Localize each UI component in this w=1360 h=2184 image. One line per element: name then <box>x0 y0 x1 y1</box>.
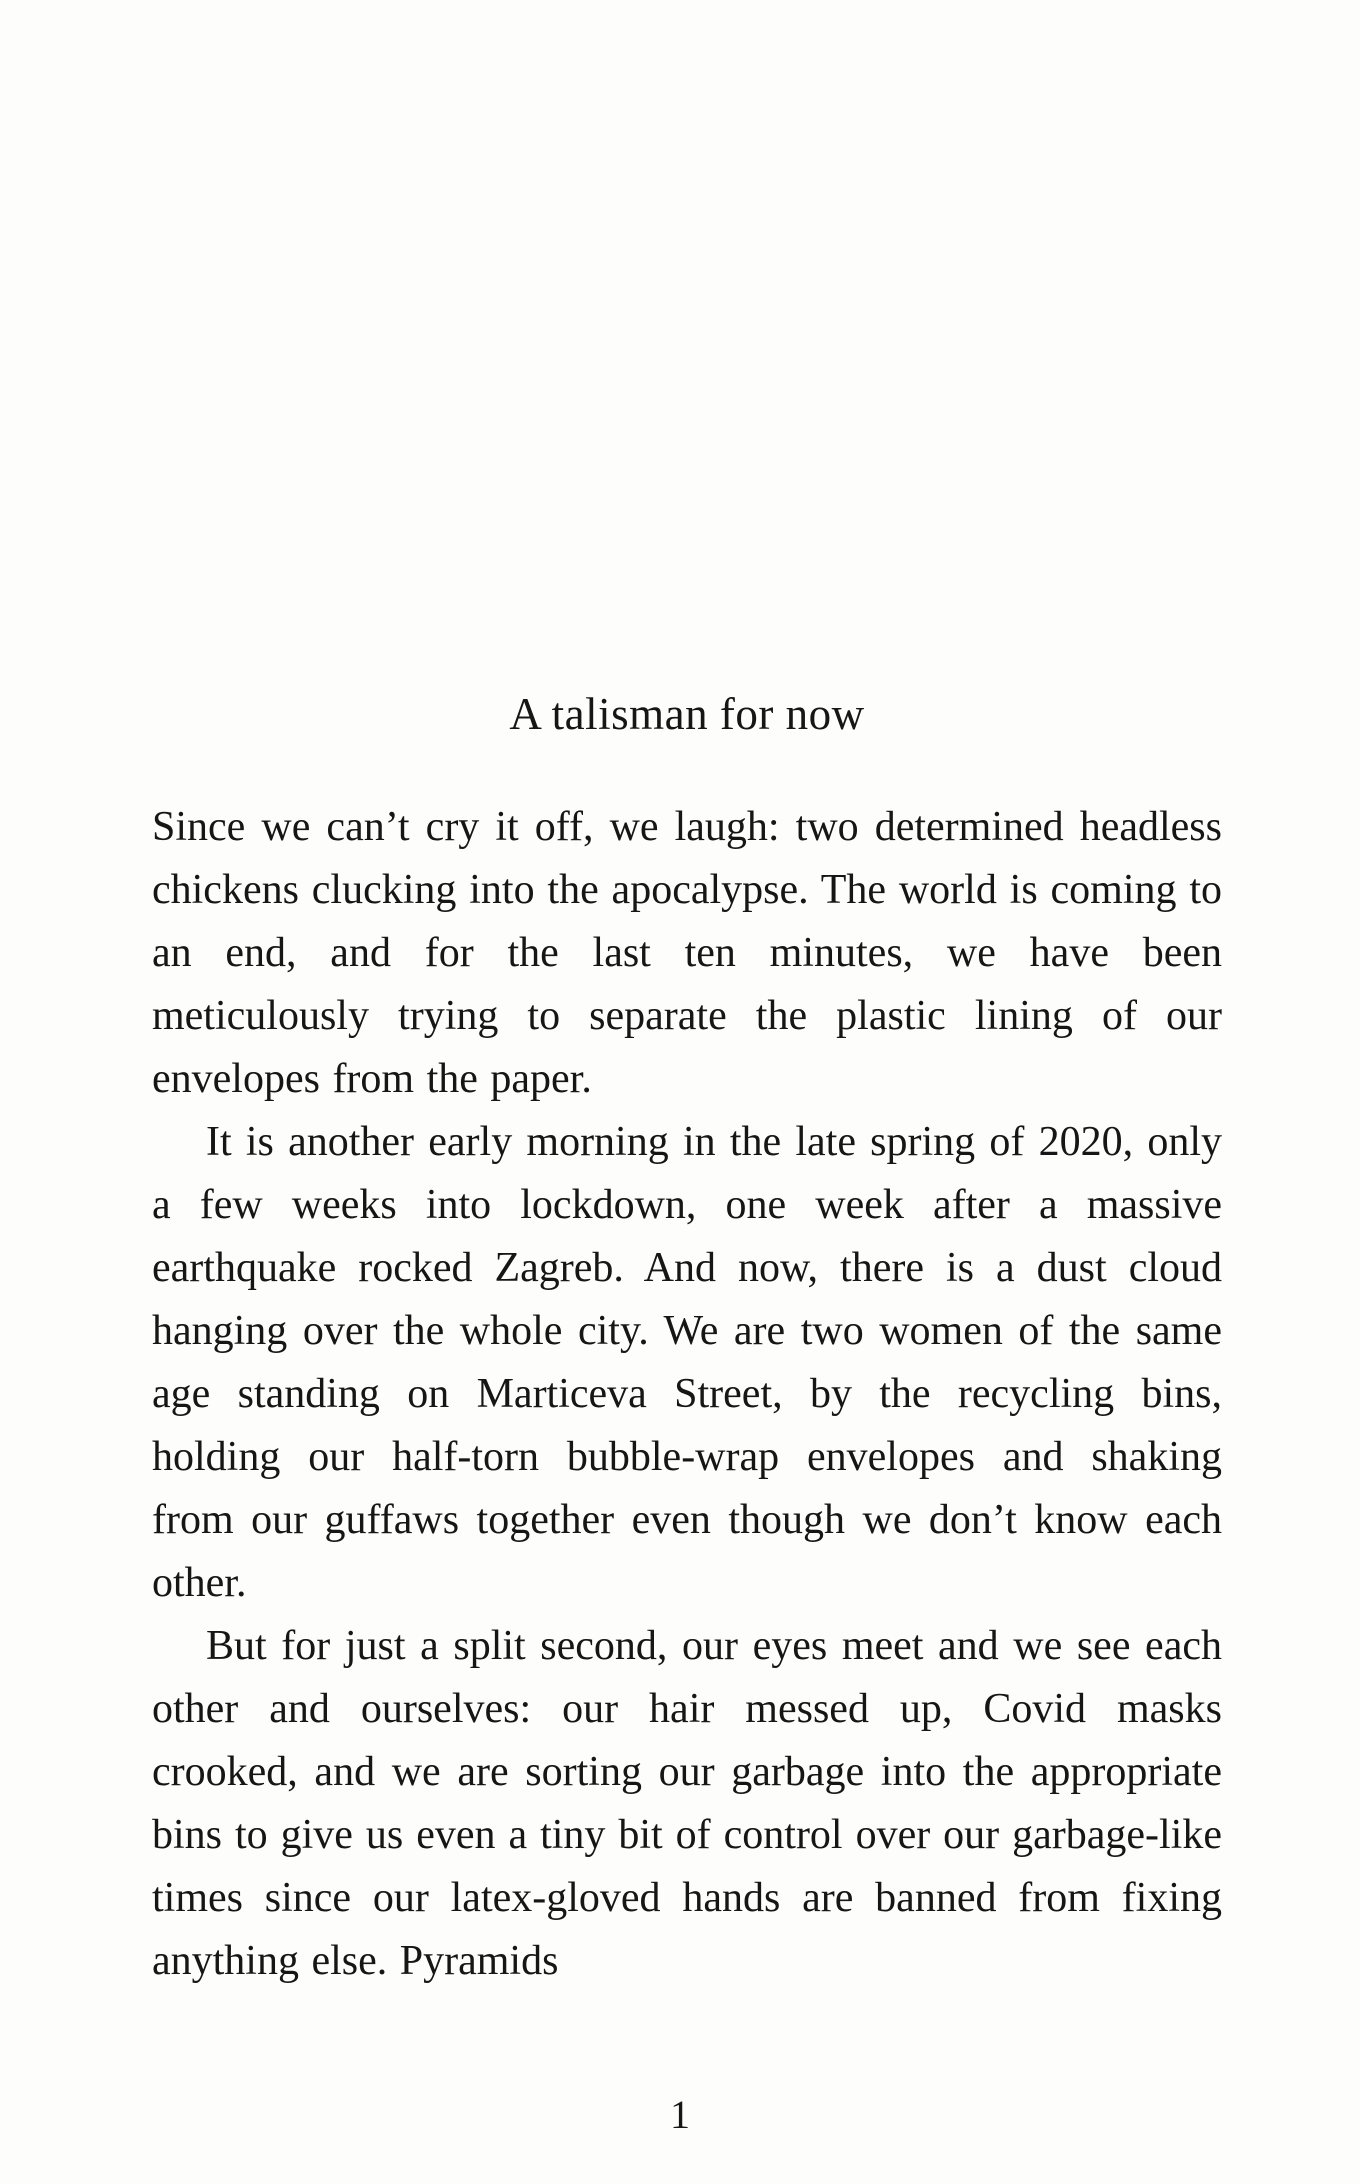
paragraph: But for just a split second, our eyes meet and we see each other and ourselves: our hair messed up, Covid masks crooked, and we are sorting our garbage into the appropriate bins to give us even a tiny bit of control over our garbage-like times since our latex-gloved hands are banned from fixing anything else. Pyramids <box>152 1623 1222 1984</box>
page-body <box>152 796 1222 1993</box>
chapter-title: A talisman for now <box>509 689 865 739</box>
page-number: 1 <box>670 2092 690 2137</box>
paragraph: Since we can’t cry it off, we laugh: two determined headless chickens clucking into the apocalypse. The world is coming to an end, and for the last ten minutes, we have been meticulously trying to separate the plastic lining of our envelopes from the paper. <box>152 804 1222 1102</box>
paragraph: It is another early morning in the late spring of 2020, only a few weeks into lockdown, one week after a massive earthquake rocked Zagreb. And now, there is a dust cloud hanging over the whole city. We are two women of the same age standing on Marticeva Street, by the recycling bins, holding our half-torn bubble-wrap envelopes and shaking from our guffaws together even though we don’t know each other. <box>152 1119 1222 1606</box>
